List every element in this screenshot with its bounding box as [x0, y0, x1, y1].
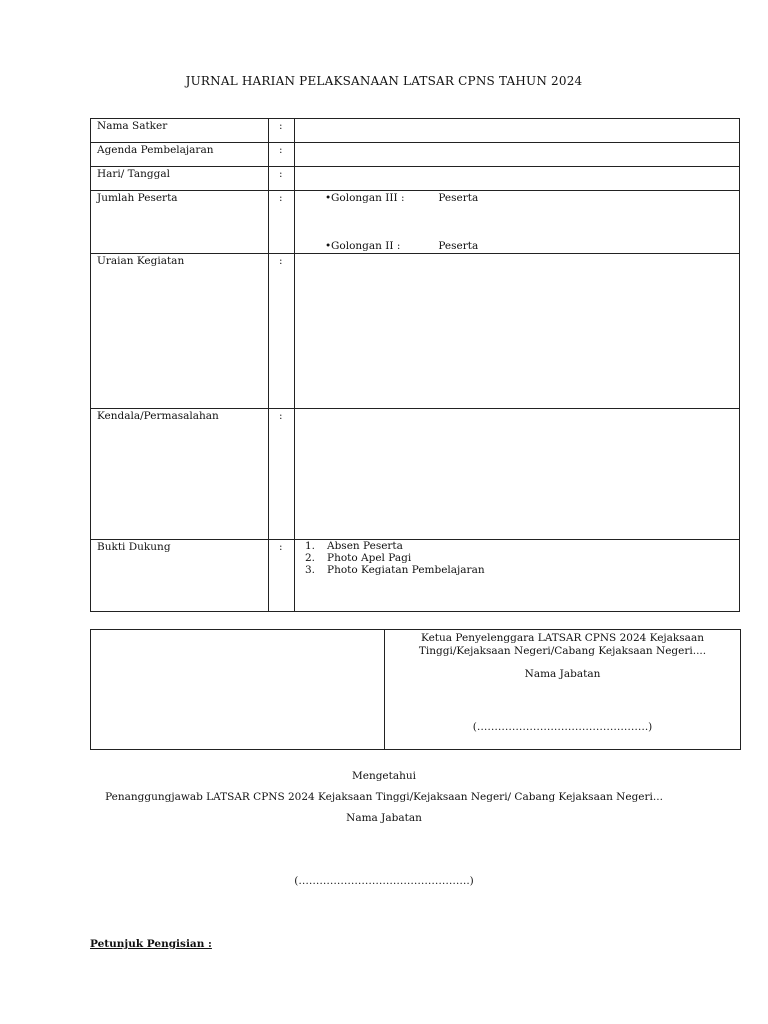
- row-kendala: [91, 409, 740, 540]
- row-hari-tanggal: [91, 167, 740, 191]
- golongan-ii-unit: Peserta: [438, 240, 479, 252]
- colon: :: [269, 540, 295, 612]
- golongan-iii-item: [325, 191, 739, 205]
- bukti-label: Bukti Dukung: [91, 540, 269, 612]
- penanggungjawab-text: Penanggungjawab LATSAR CPNS 2024 Kejaksaan Tinggi/Kejaksaan Negeri/ Cabang Kejaksaan Negeri...: [105, 791, 663, 803]
- row-bukti: [91, 540, 740, 612]
- jumlah-peserta-field[interactable]: [295, 191, 740, 254]
- bullet-icon: •: [325, 240, 332, 252]
- nama-satker-field[interactable]: [295, 119, 740, 143]
- colon: :: [269, 254, 295, 409]
- signature-table: [90, 629, 741, 750]
- agenda-label: Agenda Pembelajaran: [91, 143, 269, 167]
- row-jumlah-peserta: [91, 191, 740, 254]
- bukti-text: Photo Apel Pagi: [327, 552, 412, 564]
- penanggungjawab-nama-jabatan: Nama Jabatan: [346, 812, 422, 824]
- signature-right-box: [385, 630, 741, 750]
- golongan-ii-label: Golongan II :: [331, 240, 401, 252]
- uraian-label: Uraian Kegiatan: [91, 254, 269, 409]
- signature-left-box[interactable]: [91, 630, 385, 750]
- bukti-text: Photo Kegiatan Pembelajaran: [327, 564, 485, 576]
- bukti-item: [305, 552, 739, 564]
- bukti-field[interactable]: [295, 540, 740, 612]
- golongan-ii-item: [325, 239, 739, 253]
- ketua-nama-jabatan: Nama Jabatan: [524, 668, 601, 680]
- row-uraian: [91, 254, 740, 409]
- row-nama-satker: [91, 119, 740, 143]
- bullet-icon: •: [325, 192, 332, 204]
- nama-satker-label: Nama Satker: [91, 119, 269, 143]
- hari-tanggal-label: Hari/ Tanggal: [91, 167, 269, 191]
- bukti-number: 1.: [305, 540, 316, 552]
- mengetahui-heading: Mengetahui: [351, 770, 417, 782]
- bukti-item: [305, 540, 739, 552]
- colon: :: [269, 167, 295, 191]
- colon: :: [269, 409, 295, 540]
- bukti-list: [301, 540, 739, 576]
- ketua-signature-line[interactable]: (………………………………………….): [472, 721, 653, 733]
- kendala-label: Kendala/Permasalahan: [91, 409, 269, 540]
- journal-form-table: [90, 118, 740, 612]
- colon: :: [269, 191, 295, 254]
- petunjuk-pengisian-heading: Petunjuk Pengisian :: [90, 938, 212, 950]
- colon: :: [269, 143, 295, 167]
- hari-tanggal-field[interactable]: [295, 167, 740, 191]
- penanggungjawab-signature-line[interactable]: (………………………………………….): [294, 875, 474, 887]
- bukti-text: Absen Peserta: [327, 540, 403, 552]
- bukti-item: [305, 564, 739, 576]
- ketua-penyelenggara-text: Ketua Penyelenggara LATSAR CPNS 2024 Kejaksaan Tinggi/Kejaksaan Negeri/Cabang Kejaksaan Negeri....: [418, 632, 707, 657]
- jumlah-peserta-label: Jumlah Peserta: [91, 191, 269, 254]
- uraian-field[interactable]: [295, 254, 740, 409]
- bukti-number: 2.: [305, 552, 316, 564]
- colon: :: [269, 119, 295, 143]
- document-title: JURNAL HARIAN PELAKSANAAN LATSAR CPNS TAHUN 2024: [185, 74, 583, 88]
- kendala-field[interactable]: [295, 409, 740, 540]
- golongan-iii-unit: Peserta: [438, 192, 479, 204]
- row-agenda: [91, 143, 740, 167]
- agenda-field[interactable]: [295, 143, 740, 167]
- golongan-list: [301, 191, 739, 253]
- golongan-iii-label: Golongan III :: [331, 192, 405, 204]
- bukti-number: 3.: [305, 564, 316, 576]
